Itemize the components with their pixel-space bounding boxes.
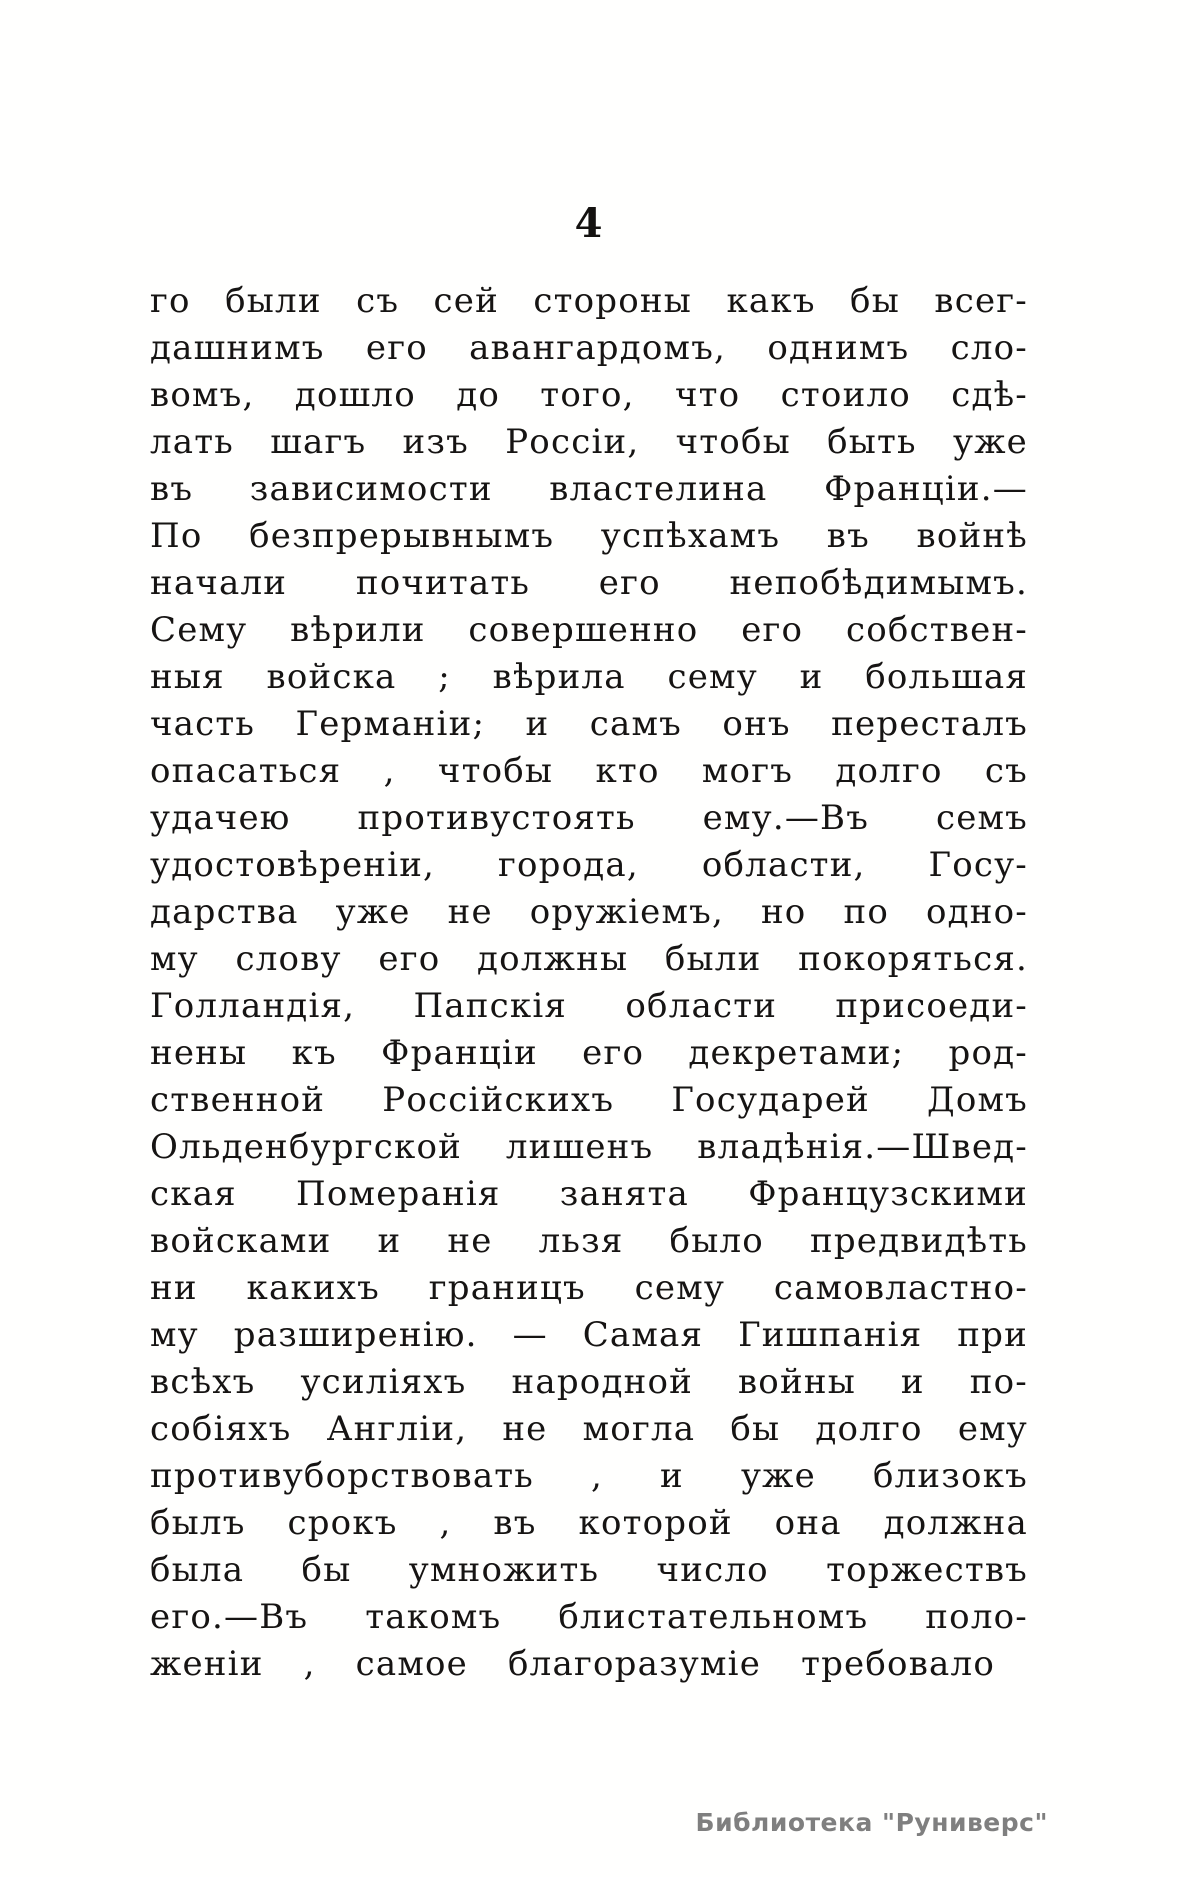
- body-text: [150, 278, 1028, 1688]
- library-watermark: Библиотека "Руниверс": [695, 1808, 1048, 1837]
- text-line: всѣхъ усиліяхъ народной войны и по-: [150, 1362, 1028, 1402]
- text-line: была бы умножить число торжествъ: [150, 1550, 1028, 1590]
- text-line: дашнимъ его авангардомъ, однимъ сло-: [150, 328, 1028, 368]
- text-line: вомъ, дошло до того, что стоило сдѣ-: [150, 375, 1028, 415]
- text-line: начали почитать его непобѣдимымъ.: [150, 563, 1028, 603]
- page-number: 4: [574, 200, 604, 247]
- text-line: удостовѣреніи, города, области, Госу-: [150, 845, 1028, 885]
- text-line: ская Померанія занята Французскими: [150, 1174, 1028, 1214]
- text-line: нены къ Франціи его декретами; род-: [150, 1033, 1028, 1073]
- text-line: ственной Россійскихъ Государей Домъ: [150, 1080, 1028, 1120]
- text-line: противуборствовать , и уже близокъ: [150, 1456, 1028, 1496]
- text-line: Голландія, Папскія области присоеди-: [150, 986, 1028, 1026]
- text-line: му разширенію. — Самая Гишпанія при: [150, 1315, 1028, 1355]
- text-line: былъ срокъ , въ которой она должна: [150, 1503, 1028, 1543]
- text-line: въ зависимости властелина Франціи.—: [150, 469, 1028, 509]
- text-line: Сему вѣрили совершенно его собствен-: [150, 610, 1028, 650]
- text-line: дарства уже не оружіемъ, но по одно-: [150, 892, 1028, 932]
- text-line: По безпрерывнымъ успѣхамъ въ войнѣ: [150, 516, 1028, 556]
- text-line: удачею противустоять ему.—Въ семъ: [150, 798, 1028, 838]
- text-line: войсками и не льзя было предвидѣть: [150, 1221, 1028, 1261]
- text-line: Ольденбургской лишенъ владѣнія.—Швед-: [150, 1127, 1028, 1167]
- text-line: часть Германіи; и самъ онъ пересталъ: [150, 704, 1028, 744]
- text-line: женіи , самое благоразуміе требовало: [150, 1644, 995, 1684]
- text-line: ныя войска ; вѣрила сему и большая: [150, 657, 1028, 697]
- text-line: ни какихъ границъ сему самовластно-: [150, 1268, 1028, 1308]
- text-line: го были съ сей стороны какъ бы всег-: [150, 281, 1028, 321]
- text-line: собіяхъ Англіи, не могла бы долго ему: [150, 1409, 1028, 1449]
- text-line: му слову его должны были покоряться.: [150, 939, 1028, 979]
- text-line: его.—Въ такомъ блистательномъ поло-: [150, 1597, 1028, 1637]
- text-line: опасаться , чтобы кто могъ долго съ: [150, 751, 1028, 791]
- text-line: лать шагъ изъ Россіи, чтобы быть уже: [150, 422, 1028, 462]
